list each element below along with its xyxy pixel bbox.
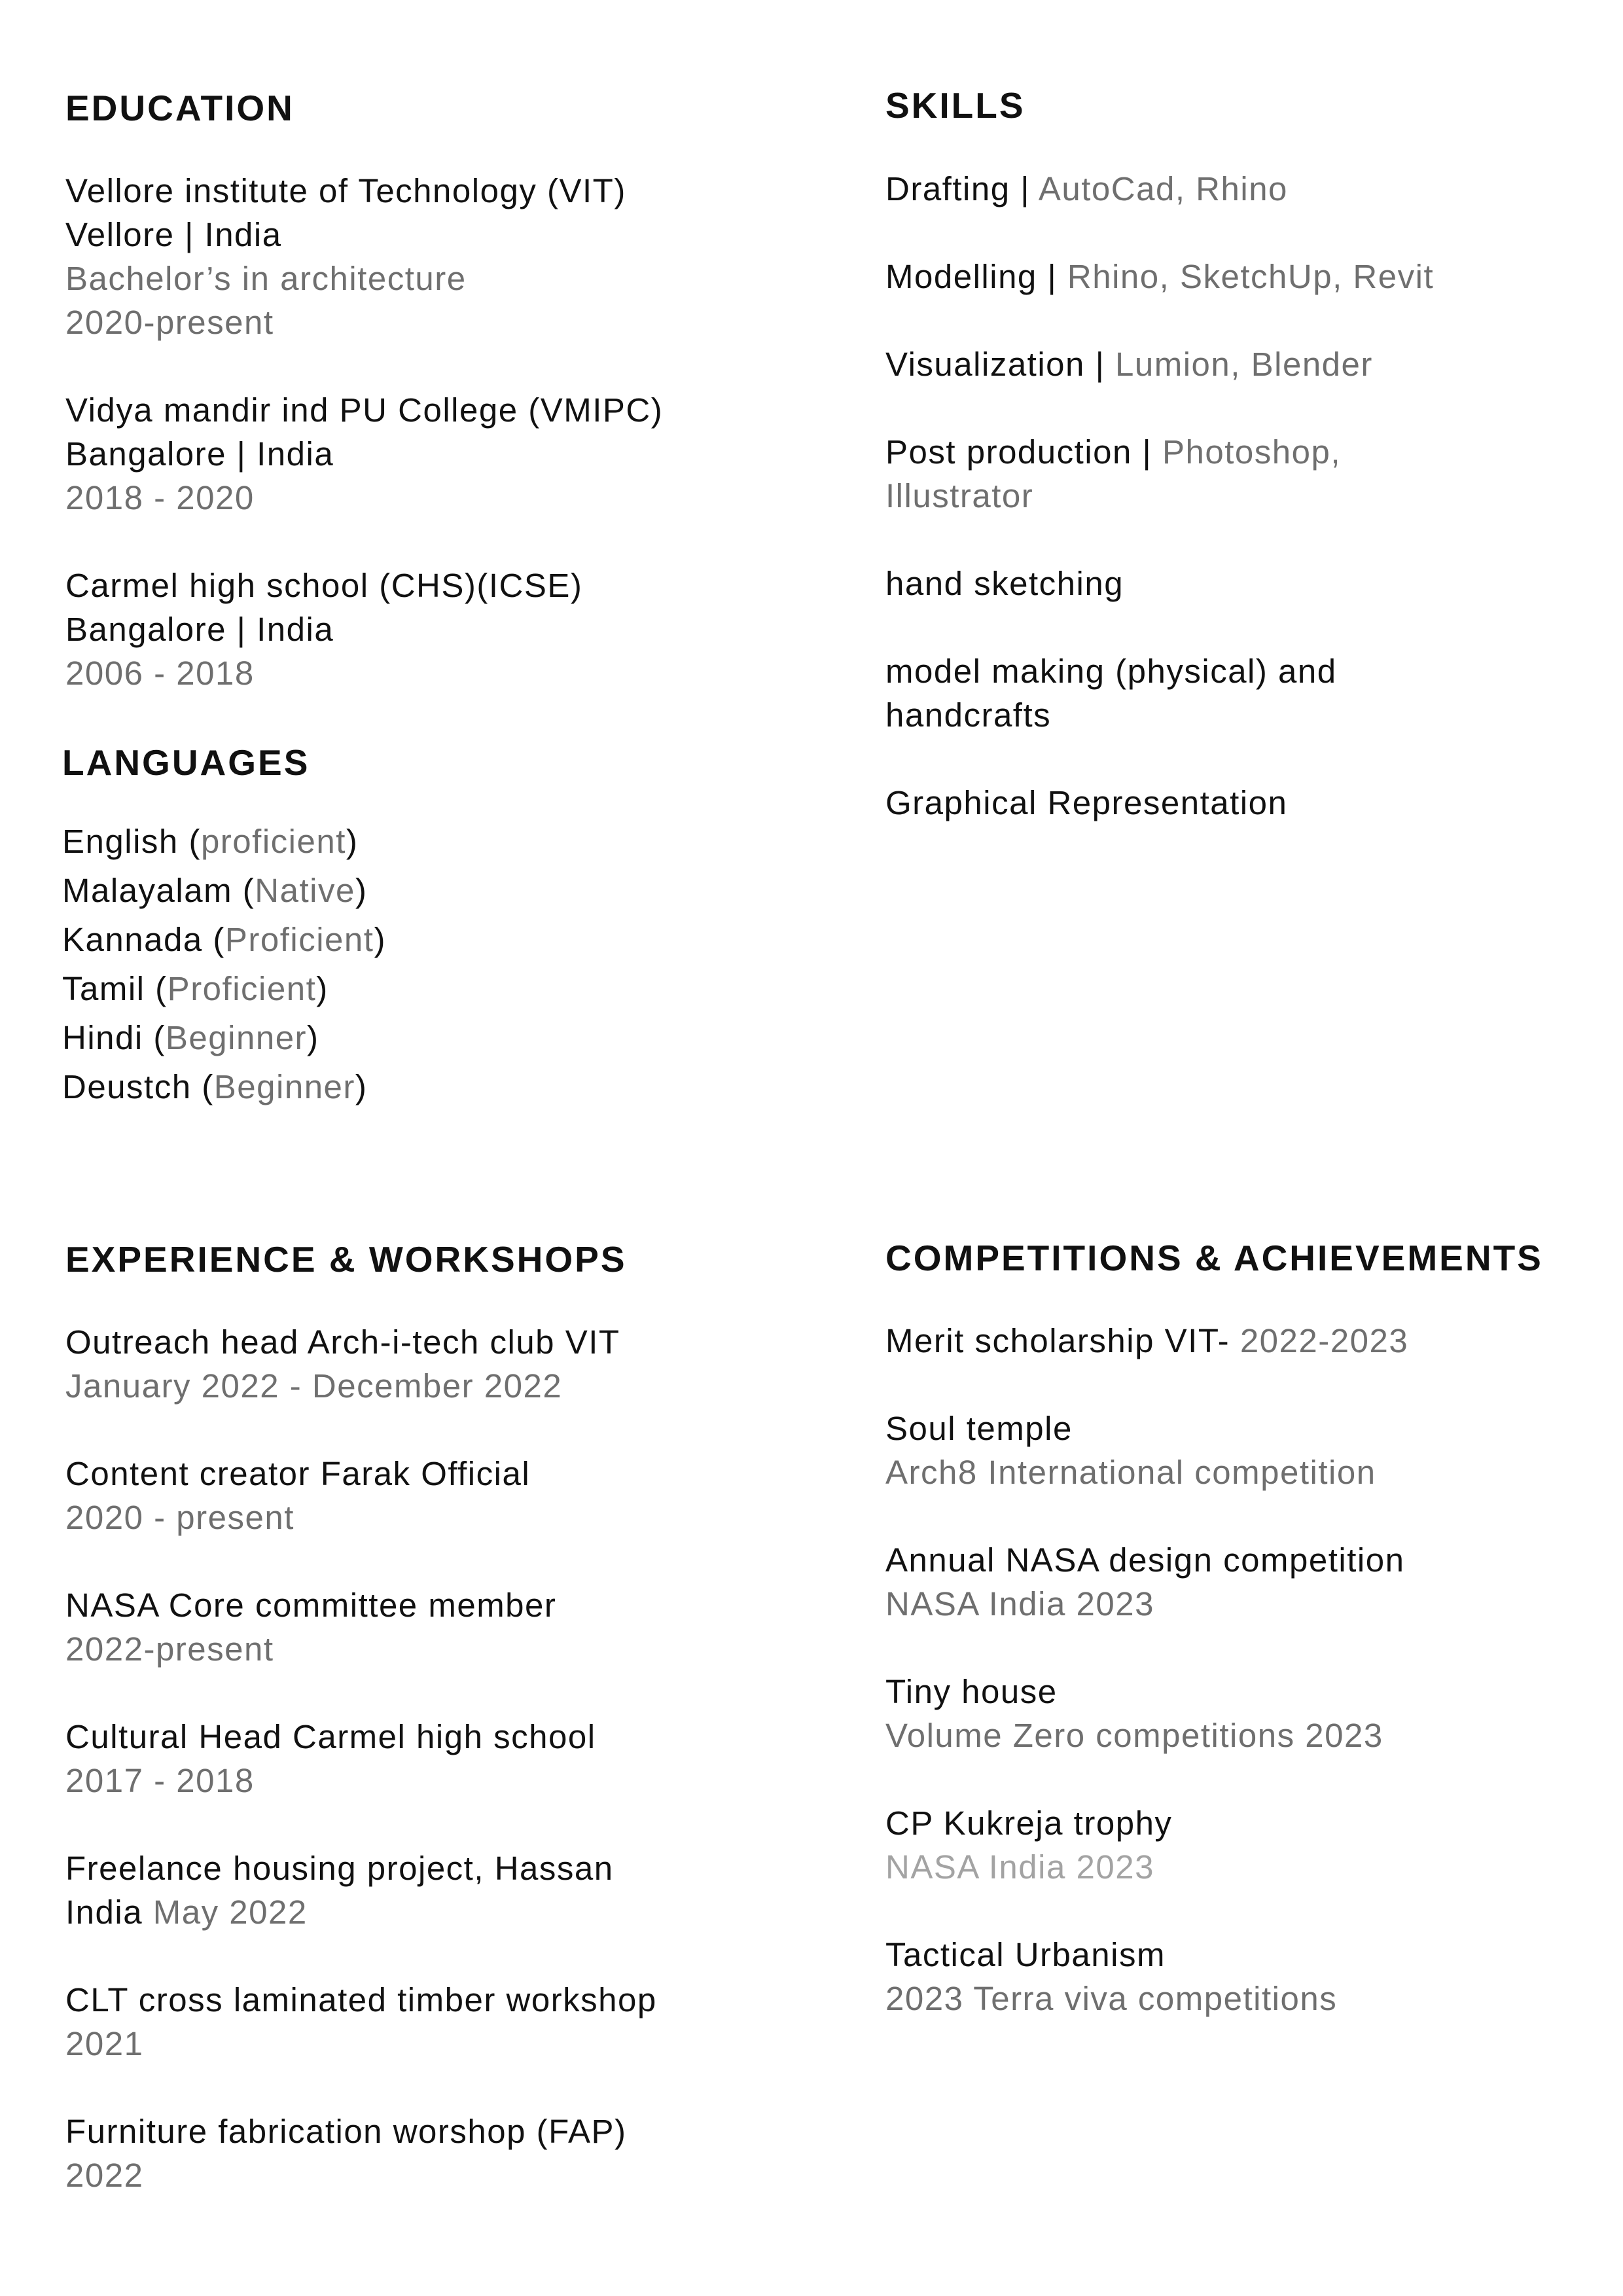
experience-entry bbox=[65, 1320, 851, 1408]
language-name: Tamil bbox=[62, 970, 145, 1007]
education-entry bbox=[65, 169, 818, 344]
experience-entry bbox=[65, 2109, 851, 2197]
competition-detail: NASA India 2023 bbox=[885, 1585, 1154, 1623]
skill-label: Visualization | bbox=[885, 346, 1115, 383]
skill-tools: Rhino, SketchUp, Revit bbox=[1067, 258, 1435, 295]
education-institution: Vellore institute of Technology (VIT) bbox=[65, 172, 626, 209]
skill-label: Drafting | bbox=[885, 170, 1039, 207]
skill-label: Graphical Representation bbox=[885, 784, 1288, 821]
competition-entry bbox=[885, 1933, 1605, 2020]
competition-title: Annual NASA design competition bbox=[885, 1541, 1405, 1579]
skill-label: hand sketching bbox=[885, 565, 1124, 602]
language-paren-open: ( bbox=[191, 1068, 214, 1105]
experience-title: Furniture fabrication worshop (FAP) bbox=[65, 2113, 627, 2150]
education-location: Vellore | India bbox=[65, 216, 282, 253]
language-paren-open: ( bbox=[202, 921, 225, 958]
skill-item bbox=[885, 167, 1592, 211]
education-dates: 2006 - 2018 bbox=[65, 655, 255, 692]
languages-heading: LANGUAGES bbox=[62, 742, 310, 783]
education-heading: EDUCATION bbox=[65, 88, 294, 128]
language-level: Beginner bbox=[165, 1019, 308, 1056]
education-dates: 2020-present bbox=[65, 304, 274, 341]
language-level: proficient bbox=[200, 823, 346, 860]
experience-detail: 2021 bbox=[65, 2025, 144, 2062]
experience-entry bbox=[65, 1715, 851, 1803]
experience-title-continued: India bbox=[65, 1893, 143, 1931]
skill-item bbox=[885, 430, 1592, 518]
competition-detail: 2022-2023 bbox=[1240, 1322, 1409, 1359]
skill-label: model making (physical) and bbox=[885, 653, 1337, 690]
education-entry bbox=[65, 388, 818, 520]
education-institution: Vidya mandir ind PU College (VMIPC) bbox=[65, 391, 664, 429]
skill-tools: Lumion, Blender bbox=[1115, 346, 1373, 383]
experience-title: Freelance housing project, Hassan bbox=[65, 1850, 614, 1887]
skill-label: Post production | bbox=[885, 433, 1162, 471]
experience-detail: 2017 - 2018 bbox=[65, 1762, 255, 1799]
language-name: Deustch bbox=[62, 1068, 192, 1105]
language-item bbox=[62, 1062, 815, 1111]
experience-section bbox=[65, 1239, 851, 2197]
education-section bbox=[65, 90, 818, 695]
competition-entry bbox=[885, 1319, 1605, 1363]
skill-item bbox=[885, 342, 1592, 386]
experience-entry bbox=[65, 1978, 851, 2066]
skill-tools-continued: Illustrator bbox=[885, 477, 1034, 514]
competition-title: CP Kukreja trophy bbox=[885, 1804, 1173, 1842]
competition-detail: Arch8 International competition bbox=[885, 1454, 1376, 1491]
experience-title: Outreach head Arch-i-tech club VIT bbox=[65, 1323, 620, 1361]
language-item bbox=[62, 915, 815, 964]
language-paren-open: ( bbox=[232, 872, 255, 909]
language-item bbox=[62, 866, 815, 915]
language-level: Native bbox=[255, 872, 355, 909]
language-name: Malayalam bbox=[62, 872, 233, 909]
skill-item bbox=[885, 255, 1592, 298]
language-paren-close: ) bbox=[307, 1019, 319, 1056]
competition-detail: Volume Zero competitions 2023 bbox=[885, 1717, 1383, 1754]
language-item bbox=[62, 817, 815, 866]
language-name: Kannada bbox=[62, 921, 203, 958]
skill-label: Modelling | bbox=[885, 258, 1067, 295]
education-institution: Carmel high school (CHS)(ICSE) bbox=[65, 567, 583, 604]
experience-detail: 2020 - present bbox=[65, 1499, 294, 1536]
competition-entry bbox=[885, 1801, 1605, 1889]
experience-title: CLT cross laminated timber workshop bbox=[65, 1981, 657, 2018]
skill-label-continued: handcrafts bbox=[885, 696, 1052, 734]
skill-item bbox=[885, 649, 1592, 737]
experience-detail: January 2022 - December 2022 bbox=[65, 1367, 563, 1405]
experience-detail: 2022-present bbox=[65, 1630, 274, 1668]
language-paren-close: ) bbox=[374, 921, 386, 958]
experience-entry bbox=[65, 1583, 851, 1671]
experience-title: Content creator Farak Official bbox=[65, 1455, 531, 1492]
competition-entry bbox=[885, 1407, 1605, 1494]
languages-list bbox=[62, 817, 815, 1111]
competition-title: Tactical Urbanism bbox=[885, 1936, 1166, 1973]
languages-section bbox=[62, 742, 815, 1111]
language-name: English bbox=[62, 823, 179, 860]
competitions-heading: COMPETITIONS & ACHIEVEMENTS bbox=[885, 1238, 1543, 1278]
skills-heading: SKILLS bbox=[885, 85, 1026, 126]
language-name: Hindi bbox=[62, 1019, 143, 1056]
competition-entry bbox=[885, 1538, 1605, 1626]
language-paren-open: ( bbox=[178, 823, 201, 860]
experience-detail: May 2022 bbox=[143, 1893, 308, 1931]
competitions-section bbox=[885, 1240, 1605, 2020]
language-level: Proficient bbox=[167, 970, 317, 1007]
language-level: Beginner bbox=[213, 1068, 355, 1105]
skill-item bbox=[885, 562, 1592, 605]
competition-title: Soul temple bbox=[885, 1410, 1073, 1447]
competition-detail: NASA India 2023 bbox=[885, 1848, 1154, 1886]
experience-heading: EXPERIENCE & WORKSHOPS bbox=[65, 1239, 627, 1280]
competition-title: Tiny house bbox=[885, 1673, 1058, 1710]
language-paren-close: ) bbox=[346, 823, 359, 860]
education-degree: Bachelor’s in architecture bbox=[65, 260, 467, 297]
education-entry bbox=[65, 564, 818, 695]
experience-title: NASA Core committee member bbox=[65, 1587, 557, 1624]
experience-entry bbox=[65, 1846, 851, 1934]
competition-entry bbox=[885, 1670, 1605, 1757]
skills-section bbox=[885, 85, 1592, 825]
experience-detail: 2022 bbox=[65, 2157, 144, 2194]
competition-detail: 2023 Terra viva competitions bbox=[885, 1980, 1338, 2017]
language-item bbox=[62, 964, 815, 1013]
language-paren-open: ( bbox=[143, 1019, 166, 1056]
skill-tools: Photoshop, bbox=[1162, 433, 1342, 471]
language-paren-close: ) bbox=[355, 1068, 368, 1105]
experience-entry bbox=[65, 1452, 851, 1539]
competition-title: Merit scholarship VIT- bbox=[885, 1322, 1240, 1359]
language-paren-close: ) bbox=[316, 970, 329, 1007]
language-paren-open: ( bbox=[145, 970, 168, 1007]
language-level: Proficient bbox=[224, 921, 374, 958]
education-location: Bangalore | India bbox=[65, 611, 334, 648]
education-location: Bangalore | India bbox=[65, 435, 334, 473]
education-dates: 2018 - 2020 bbox=[65, 479, 255, 516]
language-paren-close: ) bbox=[355, 872, 368, 909]
experience-title: Cultural Head Carmel high school bbox=[65, 1718, 596, 1755]
skill-item bbox=[885, 781, 1592, 825]
language-item bbox=[62, 1013, 815, 1062]
skill-tools: AutoCad, Rhino bbox=[1038, 170, 1288, 207]
